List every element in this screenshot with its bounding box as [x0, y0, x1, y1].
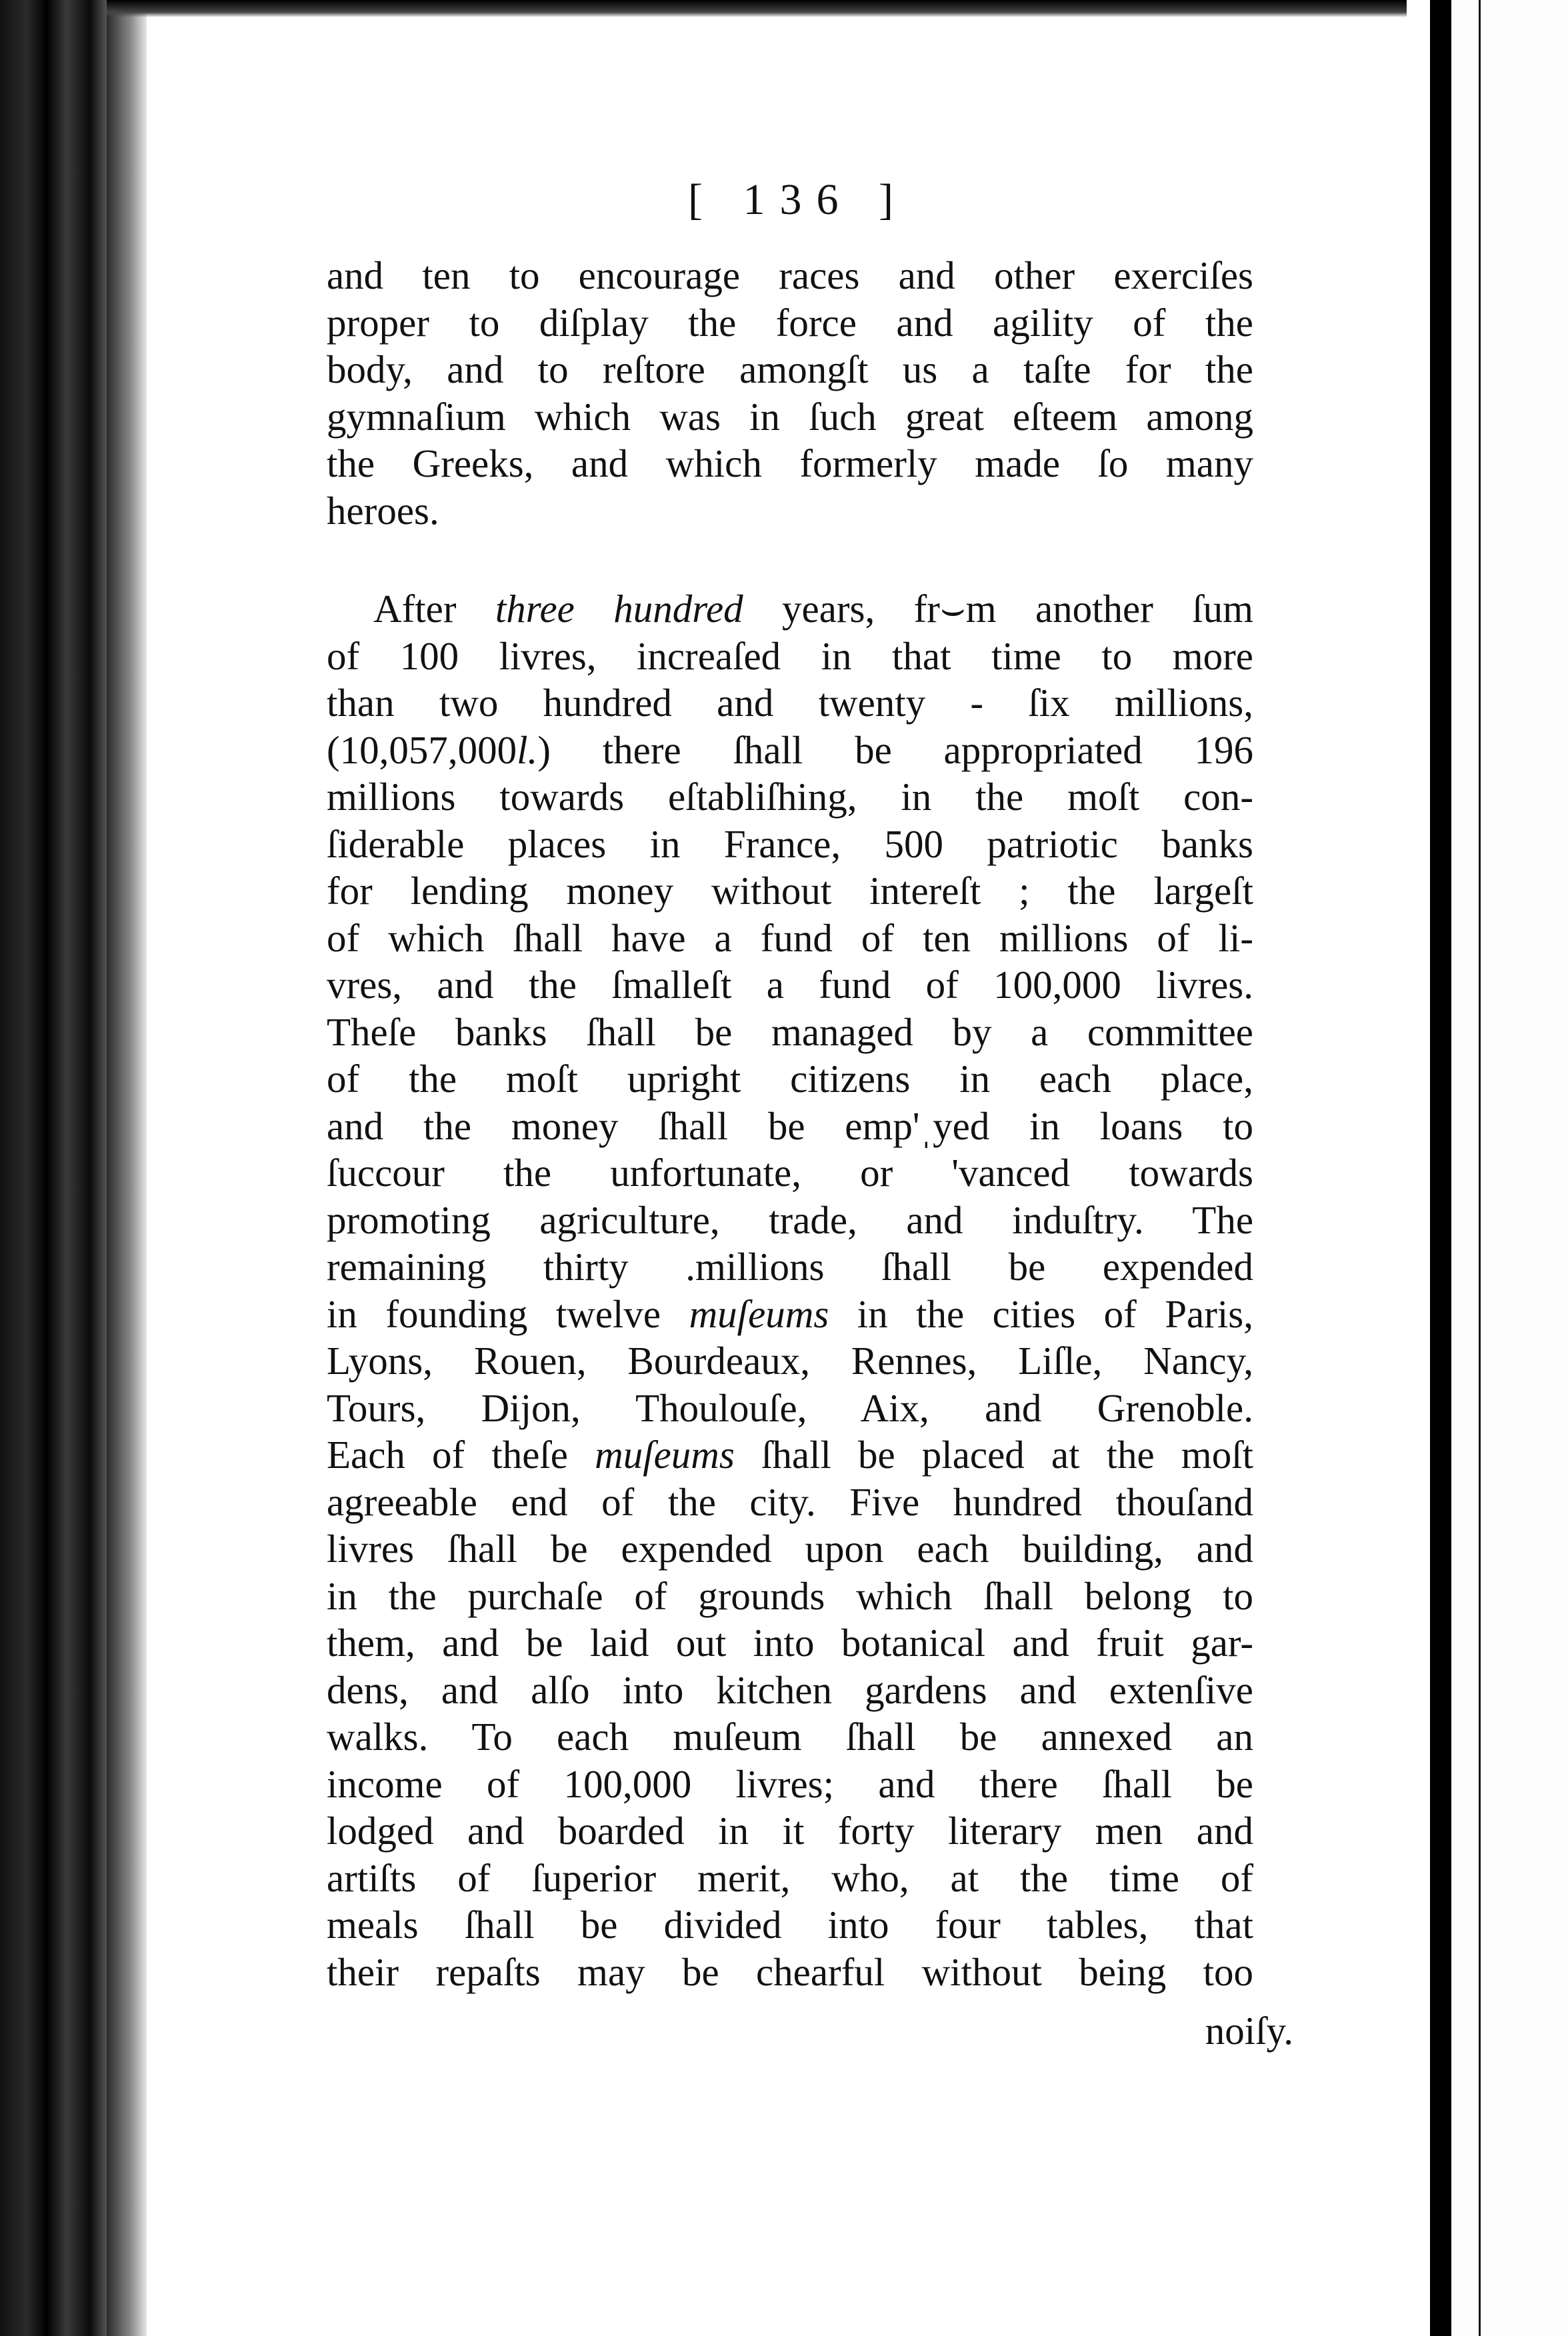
text-line: ſiderable places in France, 500 patriotic banks	[327, 821, 1253, 866]
catchword: noiſy.	[1205, 2009, 1293, 2053]
text-line: Each of theſe muſeums ſhall be placed at the moſt	[327, 1433, 1253, 1477]
text-line: dens, and alſo into kitchen gardens and extenſive	[327, 1667, 1253, 1712]
paragraph-1	[327, 252, 1253, 534]
text-line: walks. To each muſeum ſhall be annexed an	[327, 1715, 1253, 1759]
text-line: of which ſhall have a fund of ten millions of li-	[327, 915, 1253, 960]
text-line: in the purchaſe of grounds which ſhall belong to	[327, 1573, 1253, 1618]
scan-top-edge	[107, 0, 1407, 17]
text-line: vres, and the ſmalleſt a fund of 100,000 livres.	[327, 963, 1253, 1007]
text-line: income of 100,000 livres; and there ſhall be	[327, 1761, 1253, 1806]
text-line: Theſe banks ſhall be managed by a committee	[327, 1009, 1253, 1054]
page-number-header: [ 136 ]	[688, 175, 908, 224]
text-line: them, and be laid out into botanical and fruit gar-	[327, 1621, 1253, 1665]
text-line: meals ſhall be divided into four tables, that	[327, 1903, 1253, 1947]
text-line: in founding twelve muſeums in the cities of Paris,	[327, 1291, 1253, 1336]
text-line: millions towards eſtabliſhing, in the moſt con-	[327, 775, 1253, 819]
text-line: (10,057,000l.) there ſhall be appropriated 196	[327, 727, 1253, 772]
book-binding-edge	[0, 0, 107, 2336]
text-line: proper to diſplay the force and agility of the	[327, 300, 1253, 345]
text-line: heroes.	[327, 488, 439, 533]
text-line: the Greeks, and which formerly made ſo many	[327, 441, 1253, 485]
paragraph-2	[327, 585, 1253, 1995]
text-line: and the money ſhall be emp'ˌyed in loans to	[327, 1103, 1253, 1148]
adjacent-page-rule	[1479, 0, 1481, 2336]
page-right-edge	[1430, 0, 1451, 2336]
text-line: agreeable end of the city. Five hundred thouſand	[327, 1479, 1253, 1524]
text-line: and ten to encourage races and other exerciſes	[327, 253, 1253, 297]
adjacent-page	[1451, 0, 1568, 2336]
text-line: artiſts of ſuperior merit, who, at the time of	[327, 1855, 1253, 1900]
text-line: their repaſts may be chearful without being too	[327, 1949, 1253, 1994]
text-line: After three hundred years, fr⌣m another ſum	[373, 587, 1253, 631]
text-line: Tours, Dijon, Thoulouſe, Aix, and Grenoble.	[327, 1385, 1253, 1430]
text-line: livres ſhall be expended upon each building, and	[327, 1527, 1253, 1571]
text-line: for lending money without intereſt ; the largeſt	[327, 869, 1253, 913]
text-line: of 100 livres, increaſed in that time to more	[327, 633, 1253, 678]
text-line: promoting agriculture, trade, and induſtry. The	[327, 1197, 1253, 1242]
text-line: Lyons, Rouen, Bourdeaux, Rennes, Liſle, Nancy,	[327, 1339, 1253, 1383]
text-line: than two hundred and twenty - ſix millions,	[327, 681, 1253, 725]
text-line: of the moſt upright citizens in each place,	[327, 1057, 1253, 1101]
page-gutter-shadow	[107, 0, 147, 2336]
text-line: ſuccour the unfortunate, or 'vanced towards	[327, 1151, 1253, 1195]
text-line: lodged and boarded in it forty literary men and	[327, 1809, 1253, 1853]
text-line: body, and to reſtore amongſt us a taſte for the	[327, 347, 1253, 391]
text-line: gymnaſium which was in ſuch great eſteem among	[327, 394, 1253, 439]
text-line: remaining thirty .millions ſhall be expended	[327, 1245, 1253, 1289]
